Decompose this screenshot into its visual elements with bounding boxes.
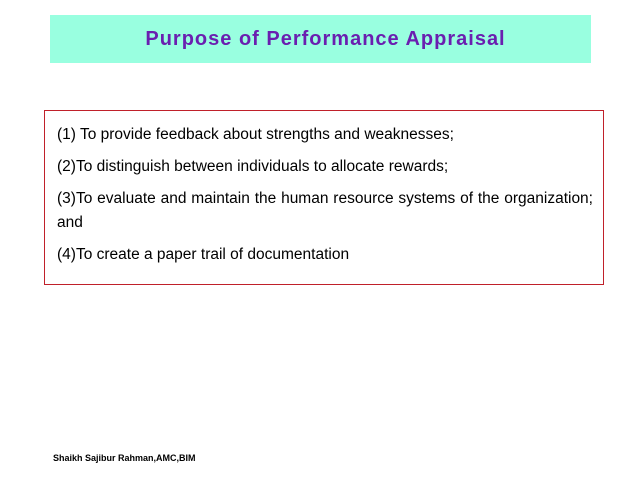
slide-title: Purpose of Performance Appraisal [145,27,506,50]
list-item: (2)To distinguish between individuals to allocate rewards; [57,158,449,175]
list-item: (4)To create a paper trail of documentation [57,246,350,263]
list-item: (3)To evaluate and maintain the human resource systems of the organization; and [57,190,593,231]
author-footer: Shaikh Sajibur Rahman,AMC,BIM [53,453,196,463]
list-item: (1) To provide feedback about strengths and weaknesses; [57,126,454,143]
title-banner [50,15,591,63]
purpose-list-box [44,110,604,285]
